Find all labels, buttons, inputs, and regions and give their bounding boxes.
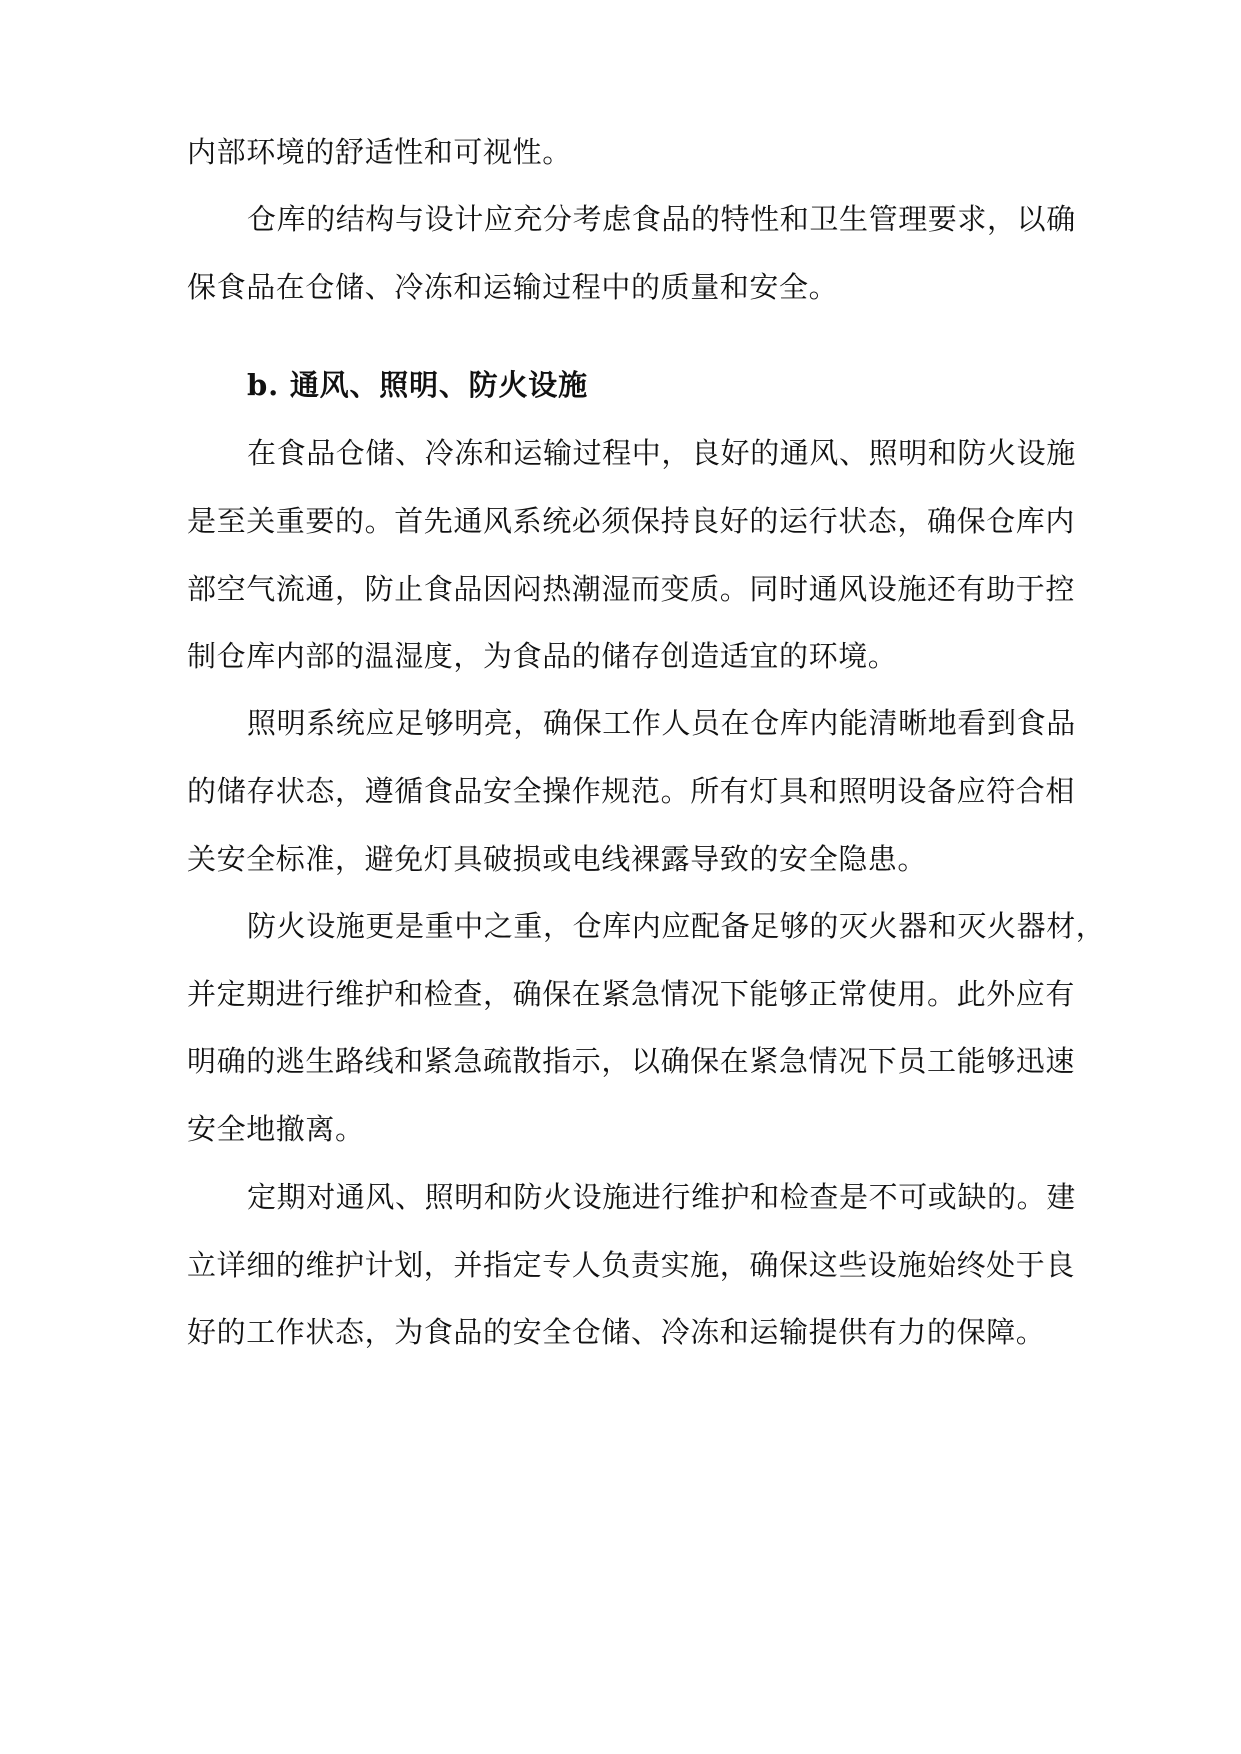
paragraph-line: 好的工作状态，为食品的安全仓储、冷冻和运输提供有力的保障。 xyxy=(187,1315,1046,1349)
paragraph-line: 保食品在仓储、冷冻和运输过程中的质量和安全。 xyxy=(187,270,839,304)
paragraph-line: 的储存状态，遵循食品安全操作规范。所有灯具和照明设备应符合相 xyxy=(187,774,1076,808)
section-heading: b. 通风、照明、防火设施 xyxy=(247,368,588,402)
paragraph-line: 明确的逃生路线和紧急疏散指示，以确保在紧急情况下员工能够迅速 xyxy=(187,1044,1076,1078)
paragraph-line: 内部环境的舒适性和可视性。 xyxy=(187,135,572,169)
paragraph-line: 安全地撤离。 xyxy=(187,1112,365,1146)
paragraph-line: 是至关重要的。首先通风系统必须保持良好的运行状态，确保仓库内 xyxy=(187,504,1076,538)
paragraph-line: 并定期进行维护和检查，确保在紧急情况下能够正常使用。此外应有 xyxy=(187,977,1076,1011)
paragraph-line: 关安全标准，避免灯具破损或电线裸露导致的安全隐患。 xyxy=(187,842,928,876)
paragraph-line: 在食品仓储、冷冻和运输过程中，良好的通风、照明和防火设施 xyxy=(247,436,1076,470)
paragraph-line: 仓库的结构与设计应充分考虑食品的特性和卫生管理要求，以确 xyxy=(247,202,1076,236)
paragraph-line: 制仓库内部的温湿度，为食品的储存创造适宜的环境。 xyxy=(187,639,898,673)
paragraph-line: 部空气流通，防止食品因闷热潮湿而变质。同时通风设施还有助于控 xyxy=(187,572,1076,606)
paragraph-line: 立详细的维护计划，并指定专人负责实施，确保这些设施始终处于良 xyxy=(187,1248,1076,1282)
paragraph-line: 照明系统应足够明亮，确保工作人员在仓库内能清晰地看到食品 xyxy=(247,706,1076,740)
paragraph-line: 防火设施更是重中之重，仓库内应配备足够的灭火器和灭火器材， xyxy=(247,909,1106,943)
paragraph-line: 定期对通风、照明和防火设施进行维护和检查是不可或缺的。建 xyxy=(247,1180,1076,1214)
